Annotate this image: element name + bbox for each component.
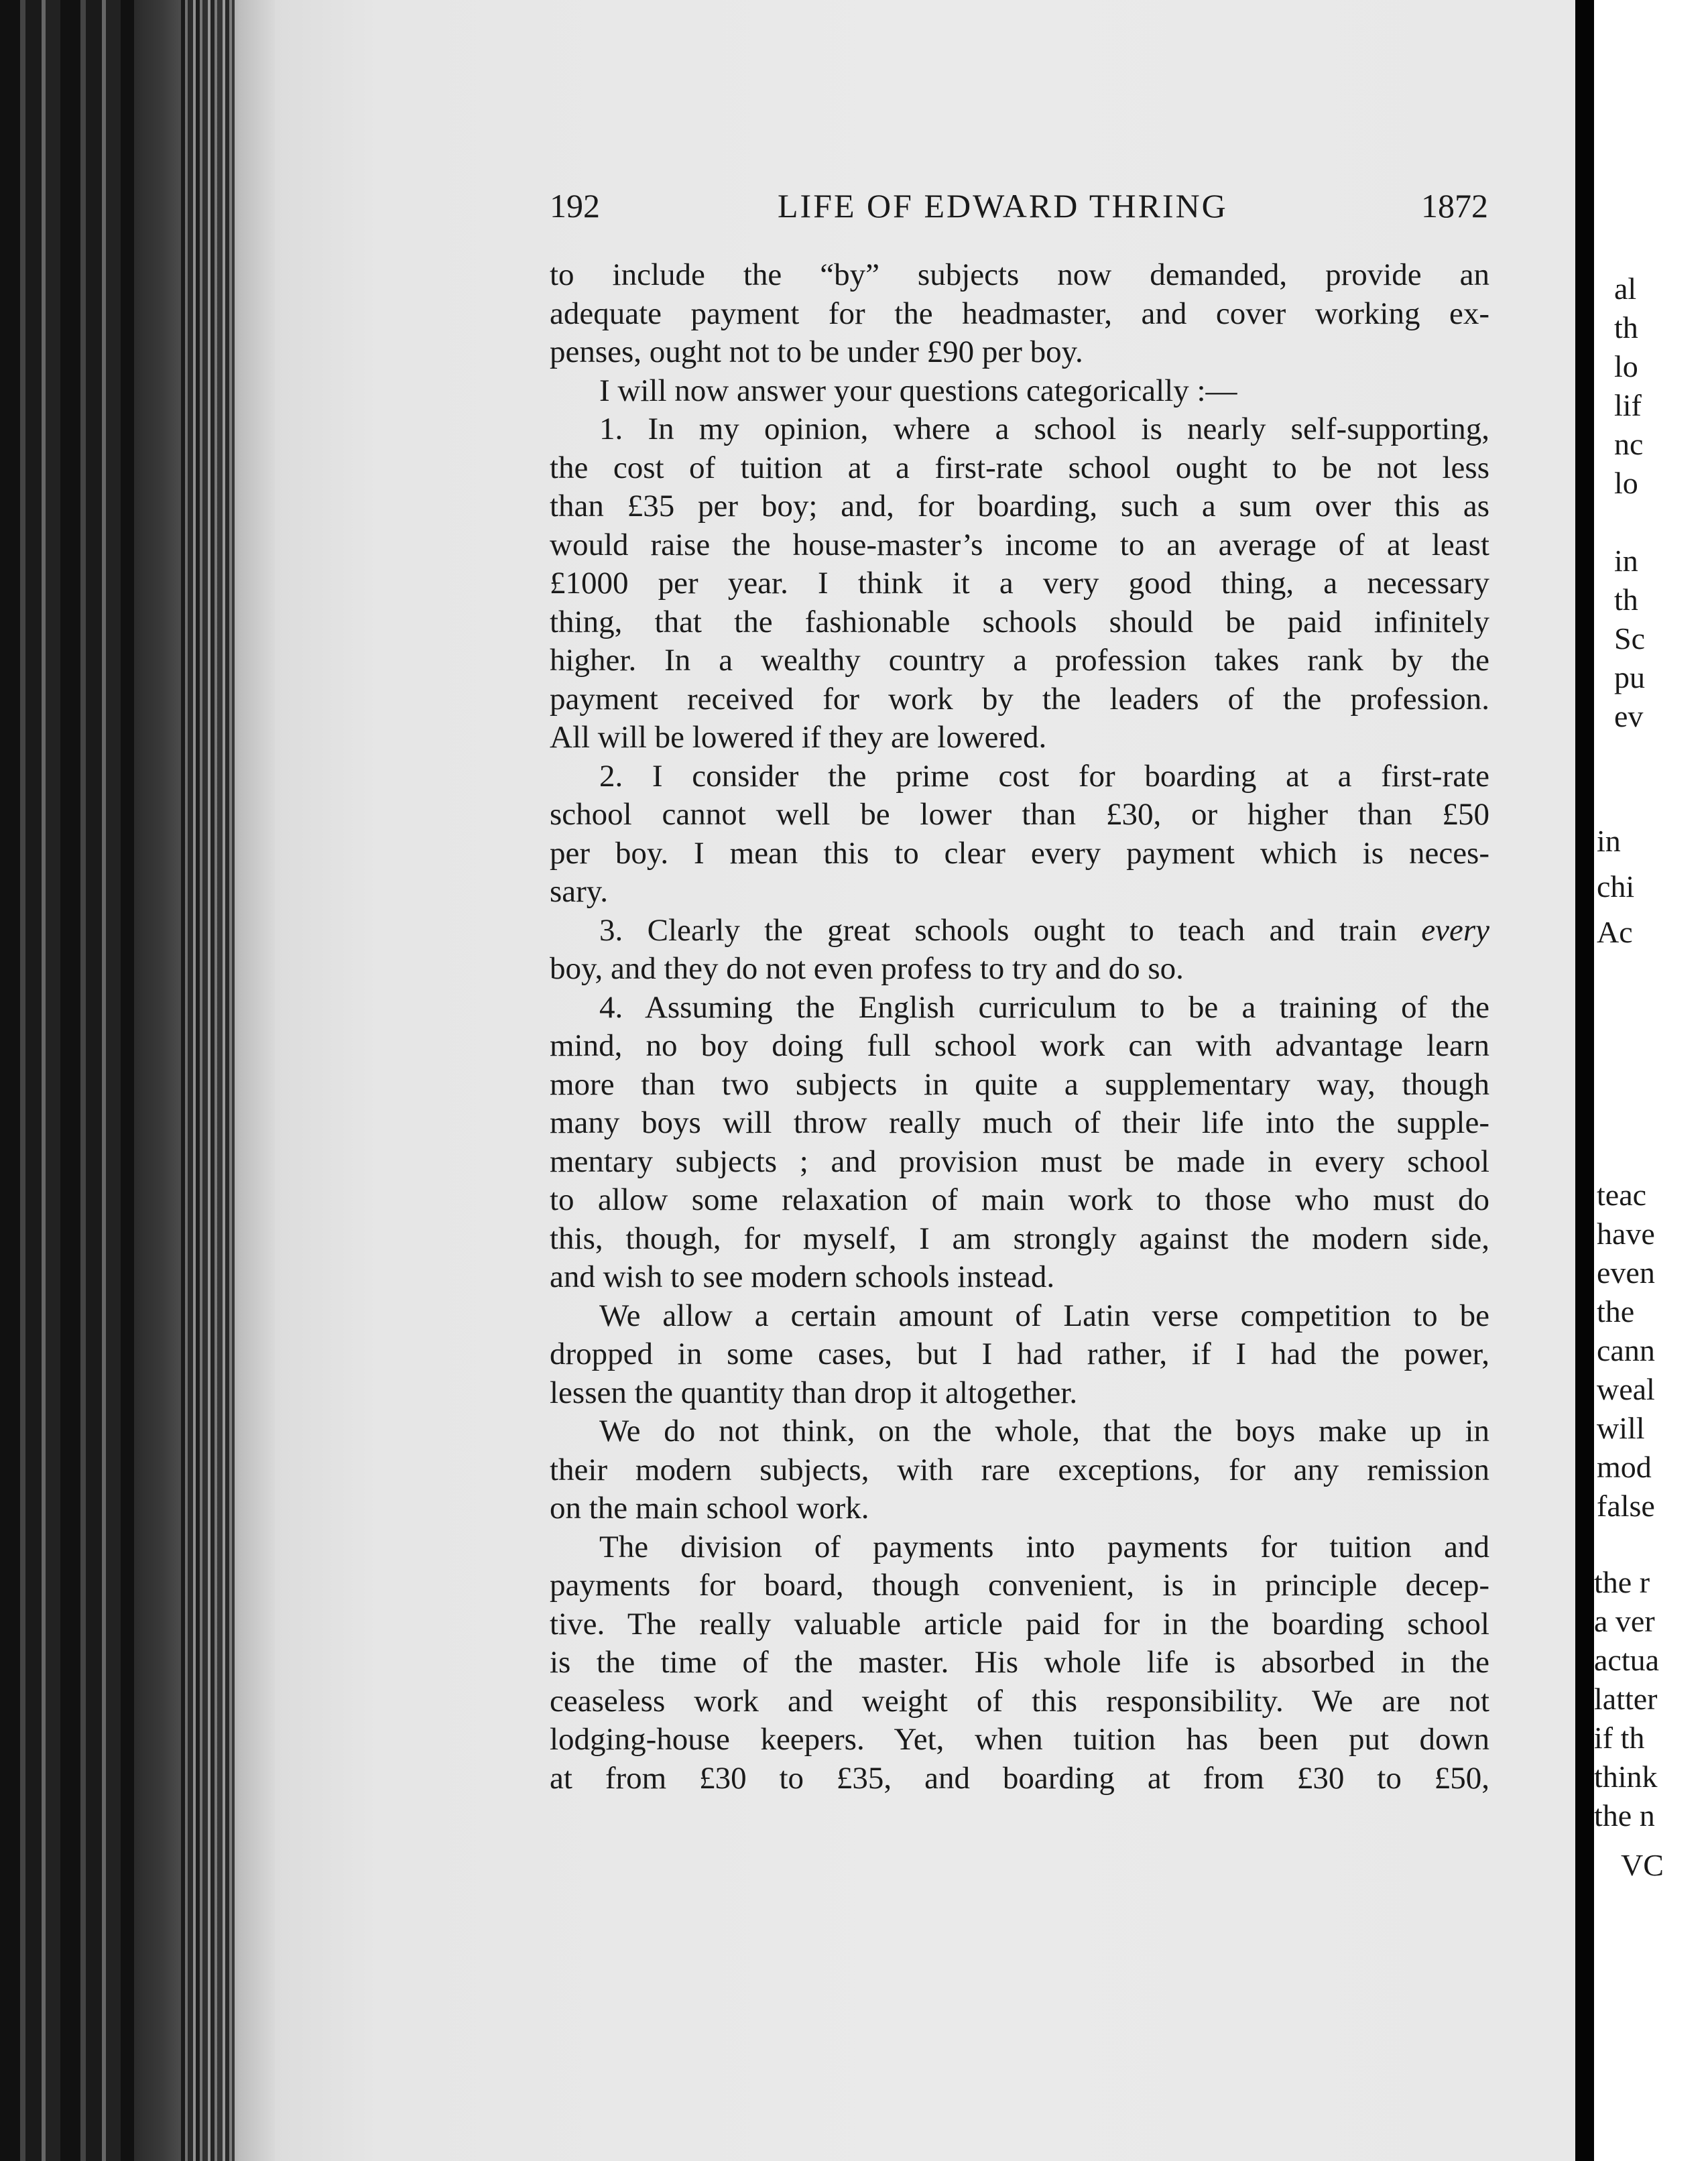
body-text [550,256,1489,1798]
text-line: We do not think, on the whole, that the boys make up in [599,1414,1489,1448]
facing-page-fragment: pu [1614,660,1645,694]
facing-page-fragment: the n [1594,1798,1655,1833]
text-line: mind, no boy doing full school work can with advantage learn [550,1028,1489,1063]
facing-page-fragment: actua [1594,1643,1660,1677]
text-line: school cannot well be lower than £30, or higher than £50 [550,797,1489,832]
text-line: payments for board, though convenient, is in principle decep- [550,1568,1489,1603]
facing-page-fragment: al [1614,271,1637,306]
facing-page-fragment: have [1597,1217,1655,1251]
page-number: 192 [550,187,600,225]
text-line: would raise the house-master’s income to an average of at least [550,527,1489,562]
facing-page-fragment: will [1597,1411,1645,1445]
page-gutter [1575,0,1594,2161]
facing-page-fragment: lif [1614,388,1642,422]
text-line: We allow a certain amount of Latin verse competition to be [599,1298,1489,1333]
text-line: and wish to see modern schools instead. [550,1259,1055,1294]
text-line: more than two subjects in quite a supplementary way, though [550,1066,1489,1102]
text-line: lodging-house keepers. Yet, when tuition has been put down [550,1722,1489,1757]
facing-page-fragment: ev [1614,699,1644,733]
facing-page-fragment: if th [1594,1721,1645,1755]
text-line: sary. [550,874,609,909]
page-year: 1872 [1421,187,1488,225]
text-line: to allow some relaxation of main work to those who must do [550,1182,1489,1217]
text-line: £1000 per year. I think it a very good thing, a necessary [550,566,1489,601]
facing-page [1594,0,1708,2161]
facing-page-fragment: latter [1594,1682,1658,1716]
text-line: to include the “by” subjects now demanded, provide an [550,257,1489,292]
page-edges [181,0,235,2161]
facing-page-fragment: Ac [1597,915,1633,949]
text-line: ceaseless work and weight of this responsibility. We are not [550,1683,1489,1719]
text-line: higher. In a wealthy country a profession takes rank by the [550,643,1489,678]
text-line: is the time of the master. His whole life is absorbed in the [550,1645,1489,1680]
facing-page-fragment: in [1597,824,1621,858]
facing-page-fragment: th [1614,310,1638,345]
text-line: the cost of tuition at a first-rate school ought to be not less [550,450,1489,485]
text-line: dropped in some cases, but I had rather, if I had the power, [550,1337,1489,1371]
text-line: All will be lowered if they are lowered. [550,720,1047,755]
text-line: their modern subjects, with rare exceptions, for any remission [550,1452,1489,1487]
text-line: on the main school work. [550,1491,869,1526]
text-line: tive. The really valuable article paid for in the boarding school [550,1606,1489,1642]
facing-page-fragment: lo [1614,466,1638,500]
facing-page-fragment: teac [1597,1178,1647,1212]
facing-page-fragment: false [1597,1489,1655,1523]
text-line: I will now answer your questions categorically :— [599,373,1237,408]
facing-page-fragment: weal [1597,1372,1655,1406]
facing-page-fragment: mod [1597,1450,1652,1484]
text-line: 3. Clearly the great schools ought to teach and train every [599,912,1489,948]
running-head [550,186,1488,227]
text-line: at from £30 to £35, and boarding at from £30 to £50, [550,1760,1489,1796]
text-line: The division of payments into payments for tuition and [599,1529,1489,1564]
running-title: LIFE OF EDWARD THRING [778,187,1228,225]
facing-page-fragment: a ver [1594,1604,1655,1638]
text-line: many boys will throw really much of their life into the supple- [550,1105,1489,1140]
facing-page-fragment: the r [1594,1565,1650,1599]
facing-page-fragment: Sc [1614,621,1645,656]
facing-page-fragment: chi [1597,869,1635,904]
facing-page-fragment: cann [1597,1333,1655,1367]
facing-page-fragment: the [1597,1294,1635,1329]
text-line: boy, and they do not even profess to try and do so. [550,951,1184,986]
text-line: per boy. I mean this to clear every payment which is neces- [550,835,1489,871]
text-line: lessen the quantity than drop it altogether. [550,1375,1078,1410]
text-line: adequate payment for the headmaster, and cover working ex- [550,296,1489,331]
facing-page-fragment: VC [1621,1848,1664,1882]
facing-page-fragment: lo [1614,349,1638,383]
text-line: 2. I consider the prime cost for boarding at a first-rate [599,758,1489,794]
facing-page-fragment: even [1597,1255,1655,1290]
text-line: payment received for work by the leaders of the profession. [550,681,1489,717]
facing-page-fragment: think [1594,1759,1658,1794]
text-line: thing, that the fashionable schools should be paid infinitely [550,604,1489,639]
text-line: than £35 per boy; and, for boarding, such a sum over this as [550,489,1489,523]
text-line: mentary subjects ; and provision must be made in every school [550,1144,1489,1179]
text-line: penses, ought not to be under £90 per boy. [550,334,1083,369]
text-line: 4. Assuming the English curriculum to be a training of the [599,989,1489,1025]
text-line: 1. In my opinion, where a school is nearly self-supporting, [599,412,1489,446]
facing-page-fragment: th [1614,582,1638,617]
facing-page-fragment: in [1614,544,1638,578]
facing-page-fragment: nc [1614,427,1644,461]
text-line: this, though, for myself, I am strongly against the modern side, [550,1221,1489,1256]
